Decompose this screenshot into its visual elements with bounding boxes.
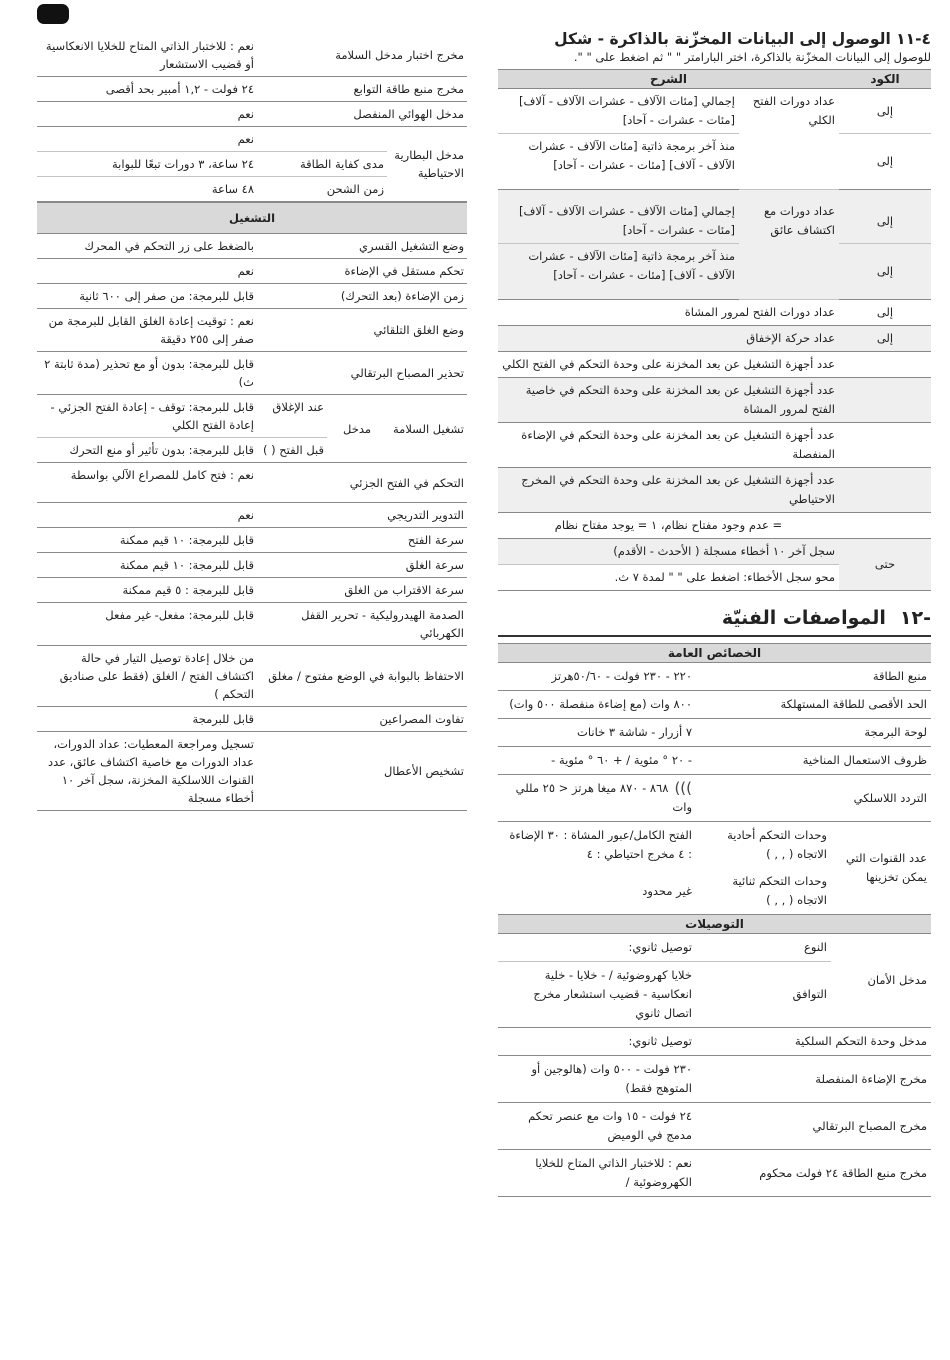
spec-row xyxy=(37,77,467,102)
spec-value: قابل للبرمجة xyxy=(192,712,254,726)
spec-row xyxy=(37,284,467,309)
specs-continuation-table xyxy=(37,34,467,811)
spec-label: مخرج منبع الطاقة ٢٤ فولت محكوم xyxy=(759,1165,927,1180)
spec-label: وضع التشغيل القسري xyxy=(358,239,464,253)
spec-label: مخرج المصباح البرتقالي xyxy=(812,1118,927,1133)
description-cell: عدد أجهزة التشغيل عن بعد المخزنة على وحدة التحكم في المخرج الاحتياطي xyxy=(498,468,839,513)
spec-row xyxy=(37,102,467,127)
spec-label: النوع xyxy=(804,940,827,954)
spec-value: نعم xyxy=(237,107,254,121)
code-cell: إلى xyxy=(839,326,931,352)
spec-label: مدى كفاية الطاقة xyxy=(300,157,384,171)
safety-input-label: مدخل الأمان xyxy=(867,973,927,987)
spec-label: منبع الطاقة xyxy=(872,669,927,683)
table-row xyxy=(498,190,931,244)
spec-value: قابل للبرمجة: توقف - إعادة الفتح الجزئي - إعادة الفتح الكلي xyxy=(50,400,254,432)
channels-group-label: عدد القنوات التي يمكن تخزينها xyxy=(845,851,927,884)
spec-value: ٢٤ ساعة، ٣ دورات تبعًا للبوابة xyxy=(112,157,254,171)
spec-value: نعم xyxy=(237,132,254,146)
spec-label: سرعة الاقتراب من الغلق xyxy=(344,583,464,597)
code-cell: إلى xyxy=(839,300,931,326)
code-cell: إلى xyxy=(839,89,931,134)
spec-row xyxy=(37,234,467,259)
spec-subrow xyxy=(498,934,831,961)
description-cell: عداد حركة الإخفاق xyxy=(498,326,839,352)
spec-row xyxy=(498,1150,931,1197)
battery-group xyxy=(37,127,467,202)
description-cell: منذ آخر برمجة ذاتية [مئات الآلاف - عشرات الآلاف - آلاف] [مئات - عشرات - آحاد] xyxy=(498,134,739,190)
spec-value: نعم : توقيت إعادة الغلق القابل للبرمجة من صفر إلى ٢٥٥ دقيقة xyxy=(48,314,254,346)
spec-value: ٢٢٠ - ٢٣٠ فولت - ٥٠/٦٠هرتز xyxy=(551,669,692,683)
code-cell: حتى xyxy=(839,539,931,591)
spec-label: ظروف الاستعمال المناخية xyxy=(802,753,927,767)
connections-header: التوصيلات xyxy=(498,915,931,934)
safety-group-mid: مدخل xyxy=(343,421,372,436)
code-cell xyxy=(839,468,931,513)
spec-row xyxy=(498,747,931,775)
spec-label: زمن الشحن xyxy=(326,182,384,196)
spec-row xyxy=(37,732,467,811)
technical-specs-table xyxy=(498,643,931,1197)
code-cell xyxy=(839,513,931,539)
group-label: عداد دورات الفتح الكلي xyxy=(739,89,839,190)
spec-value: ٤٨ ساعة xyxy=(211,182,254,196)
code-cell xyxy=(839,423,931,468)
spec-value: نعم : فتح كامل للمصراع الآلي بواسطة xyxy=(70,468,254,482)
spec-row xyxy=(498,1028,931,1056)
spec-value: قابل للبرمجة : ٥ قيم ممكنة xyxy=(122,583,254,597)
spec-value: ٨٠٠ وات (مع إضاءة منفصلة ٥٠٠ وات) xyxy=(509,697,692,711)
spec-label: عند الإغلاق xyxy=(272,400,324,414)
spec-subrow xyxy=(37,151,387,176)
battery-group-label: مدخل البطارية الاحتياطية xyxy=(394,148,464,180)
spec-value: توصيل ثانوي: xyxy=(628,1034,692,1048)
description-cell: سجل آخر ١٠ أخطاء مسجلة ( الأحدث - الأقدم) xyxy=(498,539,839,565)
description-cell: عدد أجهزة التشغيل عن بعد المخزنة على وحدة التحكم في الإضاءة المنفصلة xyxy=(498,423,839,468)
table-row xyxy=(498,378,931,423)
spec-label: الاحتفاظ بالبوابة في الوضع مفتوح / مغلق xyxy=(268,669,464,683)
radio-wave-icon: ))) xyxy=(674,779,692,797)
safety-input-group xyxy=(498,934,931,1028)
spec-label: مدخل الهوائي المنفصل xyxy=(353,107,464,121)
spec-value: - ٢٠ ° مئوية / + ٦٠ ° مئوية - xyxy=(551,753,692,767)
spec-value: قابل للبرمجة: مفعل- غير مفعل xyxy=(105,608,254,622)
section-11-intro: للوصول إلى البيانات المخزّنة بالذاكرة، اختر البارامتر " " ثم اضغط على " ". xyxy=(573,50,931,64)
code-column-header: الكود xyxy=(839,70,931,89)
safety-group-label: تشغيل السلامة xyxy=(393,421,464,436)
spec-value: ٢٤ فولت - ١,٢ أمبير بحد أقصى xyxy=(105,82,254,96)
spec-label: تحذير المصباح البرتقالي xyxy=(350,366,464,380)
page-number-badge xyxy=(37,4,69,24)
spec-row xyxy=(498,691,931,719)
spec-value: بالضغط على زر التحكم في المحرك xyxy=(84,239,254,253)
spec-subrow xyxy=(37,176,387,201)
section-12-heading xyxy=(498,607,931,637)
spec-row xyxy=(37,646,467,707)
table-row xyxy=(498,513,931,539)
spec-row xyxy=(498,775,931,822)
spec-subrow xyxy=(37,127,387,151)
spec-value: نعم xyxy=(237,264,254,278)
code-cell: إلى xyxy=(839,244,931,300)
section-11-title: ٤-١١ الوصول إلى البيانات المخزّنة بالذاكرة - شكل xyxy=(554,30,931,48)
description-cell: إجمالي [مئات الآلاف - عشرات الآلاف - آلاف] [مئات - عشرات - آحاد] xyxy=(498,190,739,244)
spec-row xyxy=(498,663,931,691)
spec-subrow xyxy=(498,961,831,1027)
general-header: الخصائص العامة xyxy=(498,643,931,663)
spec-label: سرعة الغلق xyxy=(405,558,464,572)
spec-row xyxy=(37,553,467,578)
spec-value: تسجيل ومراجعة المعطيات: عداد الدورات، عداد الدورات مع خاصية اكتشاف عائق، عدد القنوات اللاسلكية المخزنة، سجل آخر ١٠ أخطاء مسجلة xyxy=(47,737,254,805)
table-row xyxy=(498,89,931,134)
table-row xyxy=(498,300,931,326)
section-12-title: المواصفات الفنيّة xyxy=(721,607,886,629)
spec-value: )))٨٦٨ - ٨٧٠ ميغا هرتز < ٢٥ مللي وات xyxy=(515,779,692,814)
spec-label: مخرج منبع طاقة التوابع xyxy=(353,82,464,96)
spec-value: ٧ أزرار - شاشة ٣ خانات xyxy=(577,725,692,739)
spec-value: خلايا كهروضوئية / - خلايا - خلية انعكاسية - قضيب استشعار مخرج اتصال ثانوي xyxy=(533,968,692,1020)
spec-label: تحكم مستقل في الإضاءة xyxy=(344,264,464,278)
spec-value: ٢٤ فولت - ١٥ وات مع عنصر تحكم مدمج في الوميض xyxy=(528,1109,692,1142)
spec-label: وضع الغلق التلقائي xyxy=(373,323,464,337)
spec-value: نعم xyxy=(237,508,254,522)
right-column xyxy=(498,30,931,1197)
spec-row xyxy=(37,463,467,503)
table-row xyxy=(498,423,931,468)
code-cell: إلى xyxy=(839,134,931,190)
table-row xyxy=(498,244,931,300)
description-column-header: الشرح xyxy=(498,70,839,89)
spec-row xyxy=(498,1103,931,1150)
code-cell: إلى xyxy=(839,190,931,244)
spec-label: زمن الإضاءة (بعد التحرك) xyxy=(340,289,464,303)
spec-subrow xyxy=(498,822,831,868)
spec-label xyxy=(257,127,387,151)
spec-value: ٢٣٠ فولت - ٥٠٠ وات (هالوجين أو المتوهج فقط) xyxy=(531,1062,692,1095)
spec-row xyxy=(37,34,467,77)
code-cell xyxy=(839,352,931,378)
spec-value: الفتح الكامل/عبور المشاة : ٣٠ الإضاءة : ٤ مخرج احتياطي : ٤ xyxy=(509,828,692,861)
spec-value: نعم : للاختبار الذاتي المتاح للخلايا الانعكاسية أو قضيب الاستشعار xyxy=(45,39,254,71)
table-row xyxy=(498,352,931,378)
spec-label: مدخل وحدة التحكم السلكية xyxy=(794,1034,927,1048)
table-row xyxy=(498,326,931,352)
section-12-number: -١٢ xyxy=(899,607,931,629)
spec-label: الحد الأقصى للطاقة المستهلكة xyxy=(780,697,927,711)
operation-header: التشغيل xyxy=(37,202,467,234)
memory-codes-table xyxy=(498,69,931,591)
spec-label: مخرج اختبار مدخل السلامة xyxy=(335,48,464,62)
spec-value: قابل للبرمجة: بدون أو مع تحذير (مدة ثابتة ٢ ث) xyxy=(44,357,254,389)
safety-operation-group xyxy=(37,395,467,463)
spec-label: وحدات التحكم ثنائية الاتجاه ( , , ) xyxy=(732,874,827,907)
spec-label: لوحة البرمجة xyxy=(864,725,927,739)
description-cell: عدد أجهزة التشغيل عن بعد المخزنة على وحدة التحكم في الفتح الكلي xyxy=(498,352,839,378)
description-cell: إجمالي [مئات الآلاف - عشرات الآلاف - آلاف] [مئات - عشرات - آحاد] xyxy=(498,89,739,134)
spec-label: تفاوت المصراعين xyxy=(379,712,464,726)
spec-label: التوافق xyxy=(792,987,827,1001)
description-cell: عدد أجهزة التشغيل عن بعد المخزنة على وحدة التحكم في خاصية الفتح لمرور المشاة xyxy=(498,378,839,423)
spec-row xyxy=(37,309,467,352)
spec-row xyxy=(37,707,467,732)
spec-label: الصدمة الهيدروليكية - تحرير القفل الكهربائي xyxy=(301,608,464,640)
channels-group xyxy=(498,822,931,915)
spec-label: سرعة الفتح xyxy=(407,533,464,547)
spec-value: قابل للبرمجة: ١٠ قيم ممكنة xyxy=(119,558,254,572)
spec-label: مخرج الإضاءة المنفصلة xyxy=(815,1071,927,1086)
description-cell: عداد دورات الفتح لمرور المشاة xyxy=(498,300,839,326)
spec-value: من خلال إعادة توصيل التيار في حالة اكتشاف الفتح / الغلق (فقط على صناديق التحكم ) xyxy=(59,651,254,701)
spec-row xyxy=(498,1056,931,1103)
description-cell: منذ آخر برمجة ذاتية [مئات الآلاف - عشرات الآلاف - آلاف] [مئات - عشرات - آحاد] xyxy=(498,244,739,300)
spec-value: توصيل ثانوي: xyxy=(628,940,692,954)
spec-value: قابل للبرمجة: ١٠ قيم ممكنة xyxy=(119,533,254,547)
spec-label: وحدات التحكم أحادية الاتجاه ( , , ) xyxy=(727,828,827,861)
spec-row xyxy=(37,503,467,528)
spec-row xyxy=(37,259,467,284)
spec-label: التحكم في الفتح الجزئي xyxy=(349,475,464,490)
spec-row xyxy=(37,528,467,553)
spec-row xyxy=(37,578,467,603)
table-row xyxy=(498,539,931,565)
spec-subrow xyxy=(498,868,831,914)
spec-value: قابل للبرمجة: من صفر إلى ٦٠٠ ثانية xyxy=(79,289,254,303)
spec-row xyxy=(37,352,467,395)
table-row xyxy=(498,134,931,190)
description-cell: محو سجل الأخطاء: اضغط على " " لمدة ٧ ث. xyxy=(498,565,839,591)
spec-label: التدوير التدريجي xyxy=(387,508,464,522)
spec-subrow xyxy=(37,437,327,462)
spec-value: قابل للبرمجة: بدون تأثير أو منع التحرك xyxy=(69,443,254,457)
spec-label: تشخيص الأعطال xyxy=(383,764,464,778)
spec-value: غير محدود xyxy=(642,883,692,898)
spec-label: قبل الفتح ( ) xyxy=(262,443,324,457)
spec-subrow xyxy=(37,395,327,437)
spec-value: نعم : للاختبار الذاتي المتاح للخلايا الكهروضوئية / xyxy=(535,1156,692,1189)
spec-row xyxy=(498,719,931,747)
spec-row xyxy=(37,603,467,646)
spec-label: التردد اللاسلكي xyxy=(853,790,927,805)
table-row xyxy=(498,468,931,513)
description-cell: = عدم وجود مفتاح نظام، ١ = يوجد مفتاح نظام xyxy=(498,513,839,539)
code-cell xyxy=(839,378,931,423)
group-label: عداد دورات مع اكتشاف عائق xyxy=(739,190,839,300)
